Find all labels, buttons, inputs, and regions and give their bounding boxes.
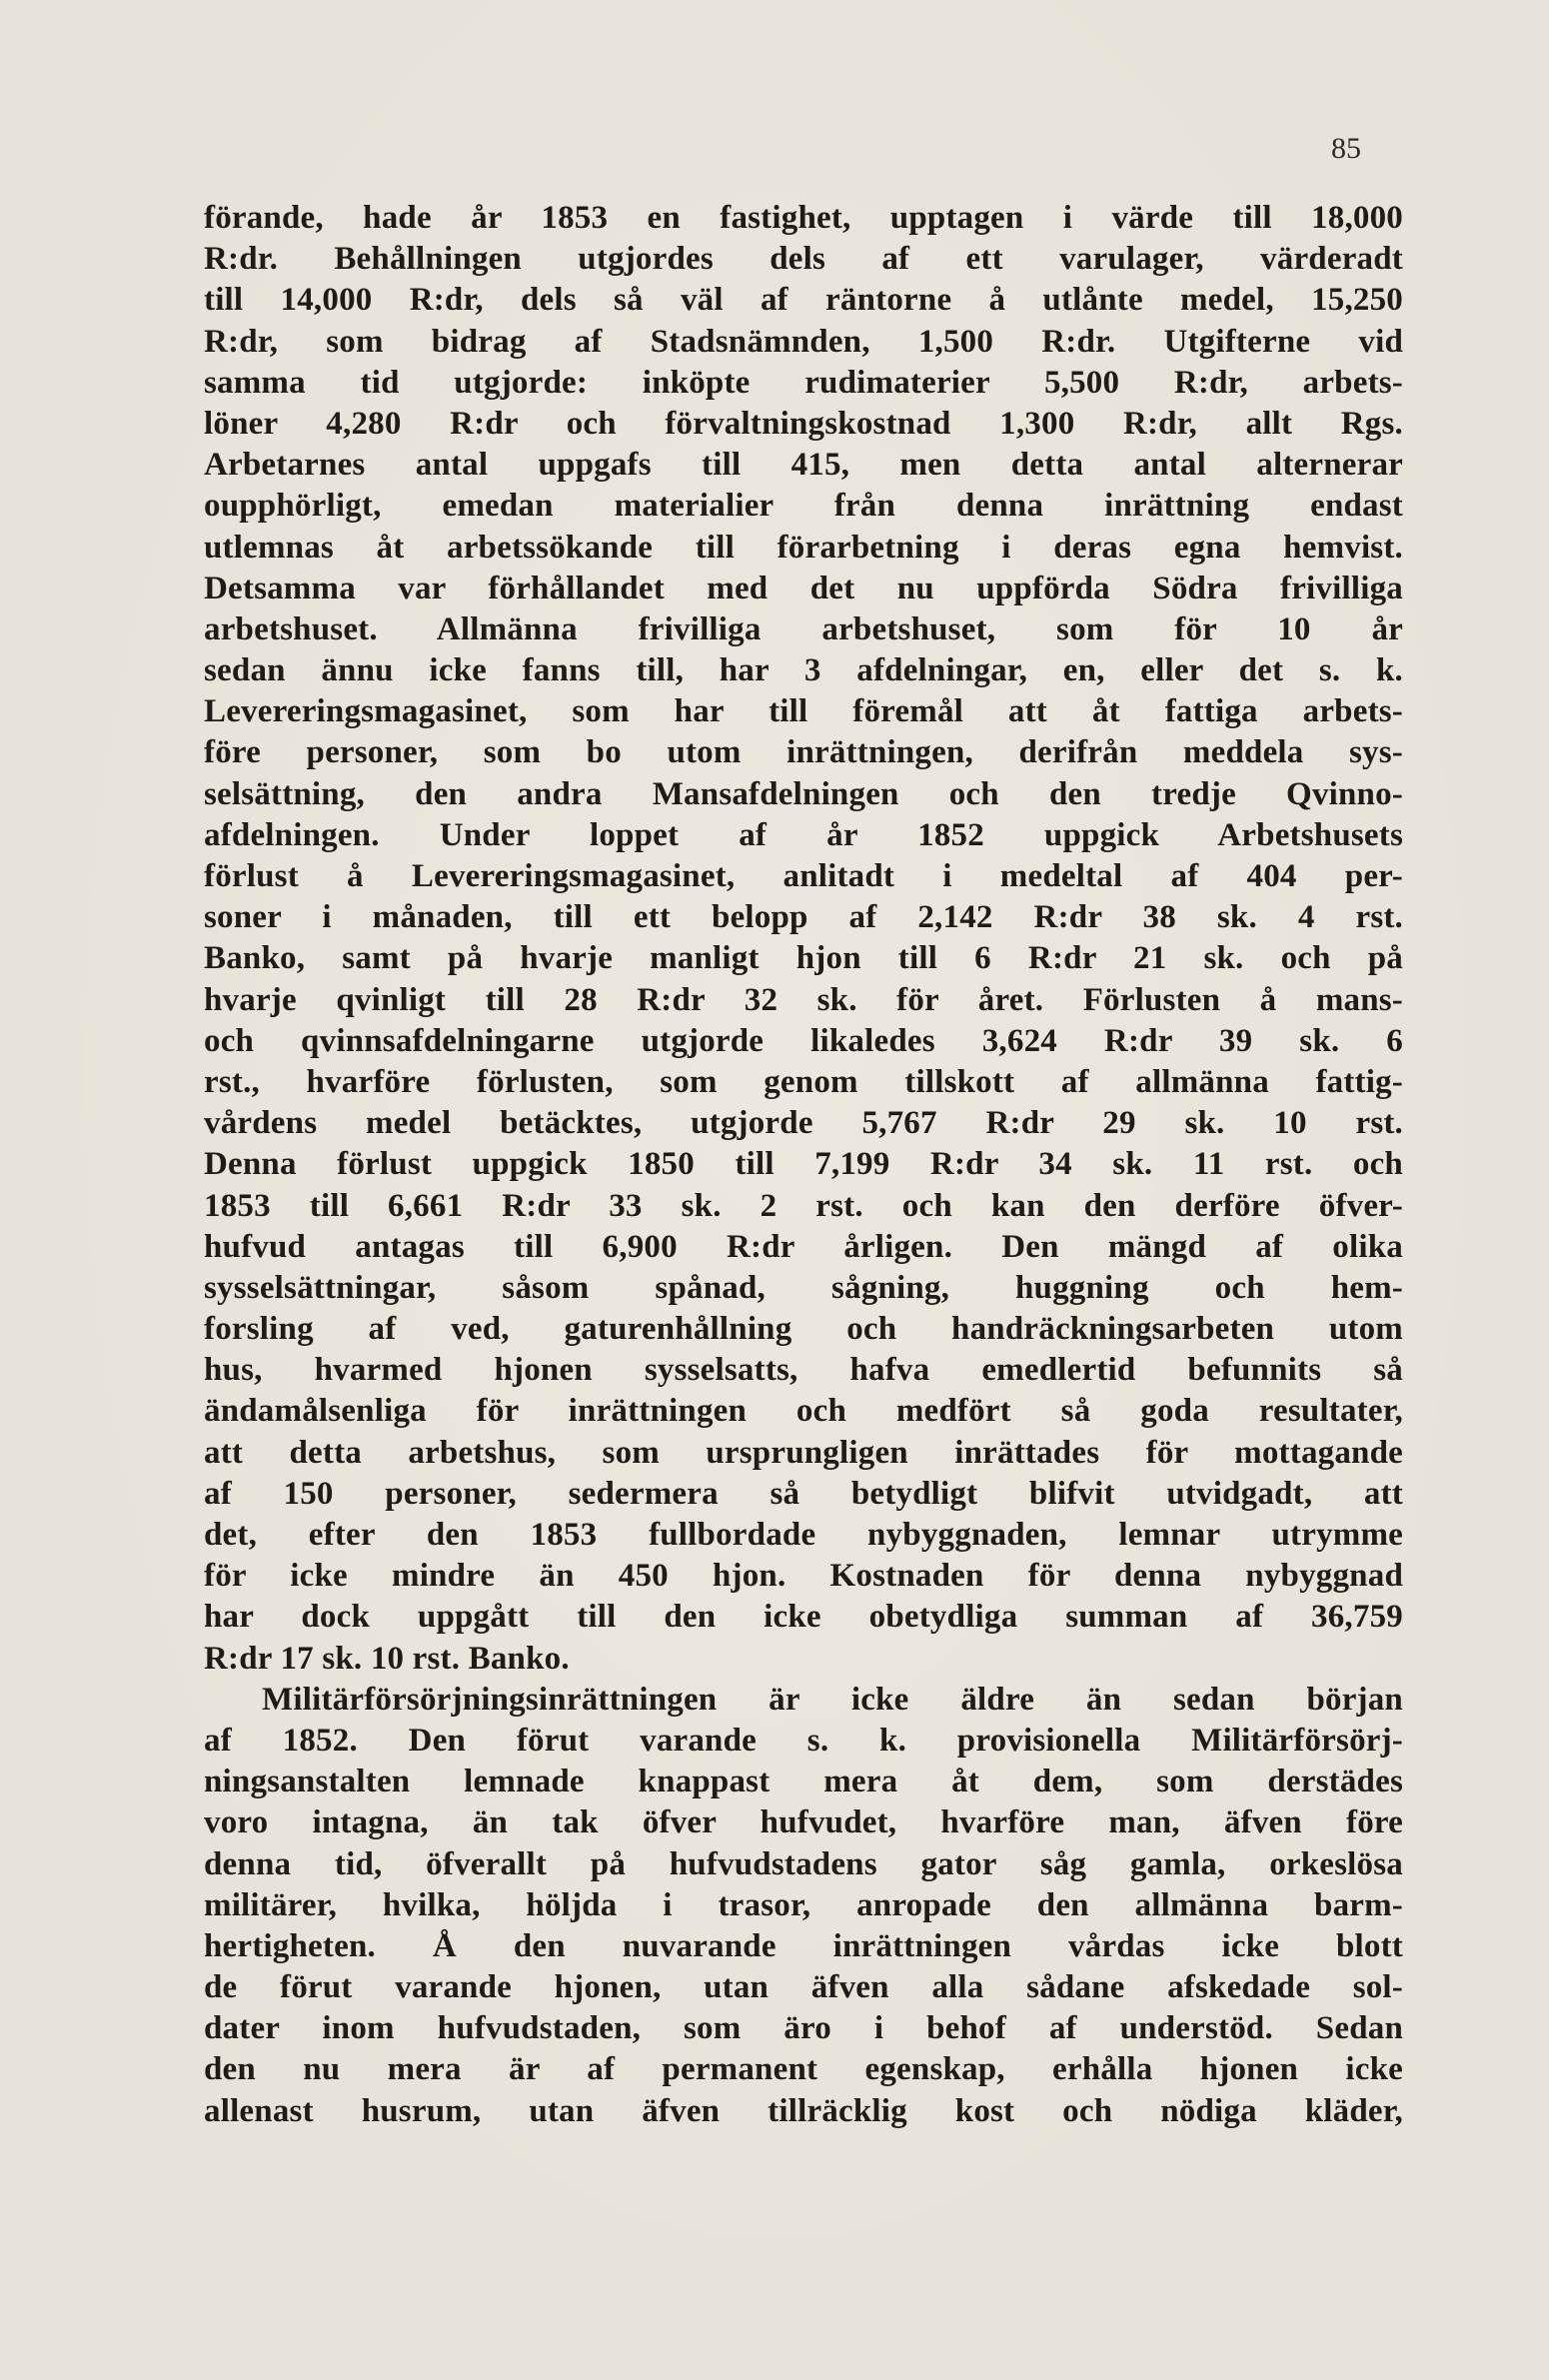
text-line: dater inom hufvudstaden, som äro i behof af understöd. Sedan bbox=[204, 2010, 1403, 2047]
text-line: denna tid, öfverallt på hufvudstadens gator såg gamla, orkeslösa bbox=[204, 1845, 1403, 1882]
text-line: militärer, hvilka, höljda i trasor, anropade den allmänna barm- bbox=[204, 1886, 1403, 1923]
text-line: ändamålsenliga för inrättningen och medfört så goda resultater, bbox=[204, 1393, 1403, 1430]
text-line: R:dr 17 sk. 10 rst. Banko. bbox=[204, 1640, 570, 1677]
text-line: hus, hvarmed hjonen sysselsatts, hafva emedlertid befunnits så bbox=[204, 1352, 1403, 1389]
text-line: Militärförsörjningsinrättningen är icke äldre än sedan början bbox=[262, 1681, 1403, 1718]
text-line: de förut varande hjonen, utan äfven alla sådane afskedade sol- bbox=[204, 1969, 1403, 2006]
text-line: ningsanstalten lemnade knappast mera åt dem, som derstädes bbox=[204, 1764, 1403, 1800]
text-line: Banko, samt på hvarje manligt hjon till 6 R:dr 21 sk. och på bbox=[204, 940, 1403, 977]
text-line: före personer, som bo utom inrättningen, derifrån meddela sys- bbox=[204, 734, 1403, 771]
text-line: Arbetarnes antal uppgafs till 415, men detta antal alternerar bbox=[204, 447, 1403, 484]
text-line: hertigheten. Å den nuvarande inrättningen vårdas icke blott bbox=[204, 1927, 1403, 1964]
text-line: samma tid utgjorde: inköpte rudimaterier 5,500 R:dr, arbets- bbox=[204, 364, 1403, 401]
text-line: vårdens medel betäcktes, utgjorde 5,767 R:dr 29 sk. 10 rst. bbox=[204, 1105, 1403, 1142]
text-line: förande, hade år 1853 en fastighet, upptagen i värde till 18,000 bbox=[204, 200, 1403, 236]
text-line: selsättning, den andra Mansafdelningen och den tredje Qvinno- bbox=[204, 775, 1403, 812]
text-line: förlust å Levereringsmagasinet, anlitadt i medeltal af 404 per- bbox=[204, 858, 1403, 894]
text-line: för icke mindre än 450 hjon. Kostnaden för denna nybyggnad bbox=[204, 1558, 1403, 1595]
text-line: hvarje qvinligt till 28 R:dr 32 sk. för året. Förlusten å mans- bbox=[204, 981, 1403, 1018]
text-line: och qvinnsafdelningarne utgjorde likaledes 3,624 R:dr 39 sk. 6 bbox=[204, 1022, 1403, 1059]
text-line: den nu mera är af permanent egenskap, erhålla hjonen icke bbox=[204, 2051, 1403, 2088]
text-line: Detsamma var förhållandet med det nu uppförda Södra frivilliga bbox=[204, 570, 1403, 606]
text-line: af 1852. Den förut varande s. k. provisionella Militärförsörj- bbox=[204, 1722, 1403, 1759]
text-line: afdelningen. Under loppet af år 1852 uppgick Arbetshusets bbox=[204, 816, 1403, 853]
text-line: R:dr. Behållningen utgjordes dels af ett varulager, värderadt bbox=[204, 241, 1403, 278]
text-line: sysselsättningar, såsom spånad, sågning, huggning och hem- bbox=[204, 1269, 1403, 1306]
text-line: af 150 personer, sedermera så betydligt blifvit utvidgadt, att bbox=[204, 1475, 1403, 1512]
text-line: har dock uppgått till den icke obetydliga summan af 36,759 bbox=[204, 1599, 1403, 1636]
text-line: oupphörligt, emedan materialier från denna inrättning endast bbox=[204, 488, 1403, 525]
text-line: det, efter den 1853 fullbordade nybyggnaden, lemnar utrymme bbox=[204, 1517, 1403, 1553]
text-line: forsling af ved, gaturenhållning och handräckningsarbeten utom bbox=[204, 1311, 1403, 1348]
text-line: allenast husrum, utan äfven tillräcklig kost och nödiga kläder, bbox=[204, 2092, 1403, 2129]
text-line: 1853 till 6,661 R:dr 33 sk. 2 rst. och kan den derföre öfver- bbox=[204, 1187, 1403, 1224]
text-line: rst., hvarföre förlusten, som genom tillskott af allmänna fattig- bbox=[204, 1063, 1403, 1100]
text-line: R:dr, som bidrag af Stadsnämnden, 1,500 R:dr. Utgifterne vid bbox=[204, 323, 1403, 360]
text-line: soner i månaden, till ett belopp af 2,142 R:dr 38 sk. 4 rst. bbox=[204, 899, 1403, 936]
text-line: att detta arbetshus, som ursprungligen inrättades för mottagande bbox=[204, 1434, 1403, 1471]
text-line: voro intagna, än tak öfver hufvudet, hvarföre man, äfven före bbox=[204, 1804, 1403, 1841]
page-number: 85 bbox=[1331, 132, 1361, 165]
text-line: utlemnas åt arbetssökande till förarbetning i deras egna hemvist. bbox=[204, 529, 1403, 566]
text-line: arbetshuset. Allmänna frivilliga arbetshuset, som för 10 år bbox=[204, 610, 1403, 647]
text-line: löner 4,280 R:dr och förvaltningskostnad 1,300 R:dr, allt Rgs. bbox=[204, 405, 1403, 442]
text-line: sedan ännu icke fanns till, har 3 afdelningar, en, eller det s. k. bbox=[204, 652, 1403, 689]
text-line: till 14,000 R:dr, dels så väl af räntorne å utlånte medel, 15,250 bbox=[204, 282, 1403, 319]
body-text bbox=[204, 198, 1403, 2132]
text-line: Levereringsmagasinet, som har till föremål att åt fattiga arbets- bbox=[204, 693, 1403, 730]
text-line: Denna förlust uppgick 1850 till 7,199 R:dr 34 sk. 11 rst. och bbox=[204, 1146, 1403, 1183]
text-line: hufvud antagas till 6,900 R:dr årligen. Den mängd af olika bbox=[204, 1228, 1403, 1265]
